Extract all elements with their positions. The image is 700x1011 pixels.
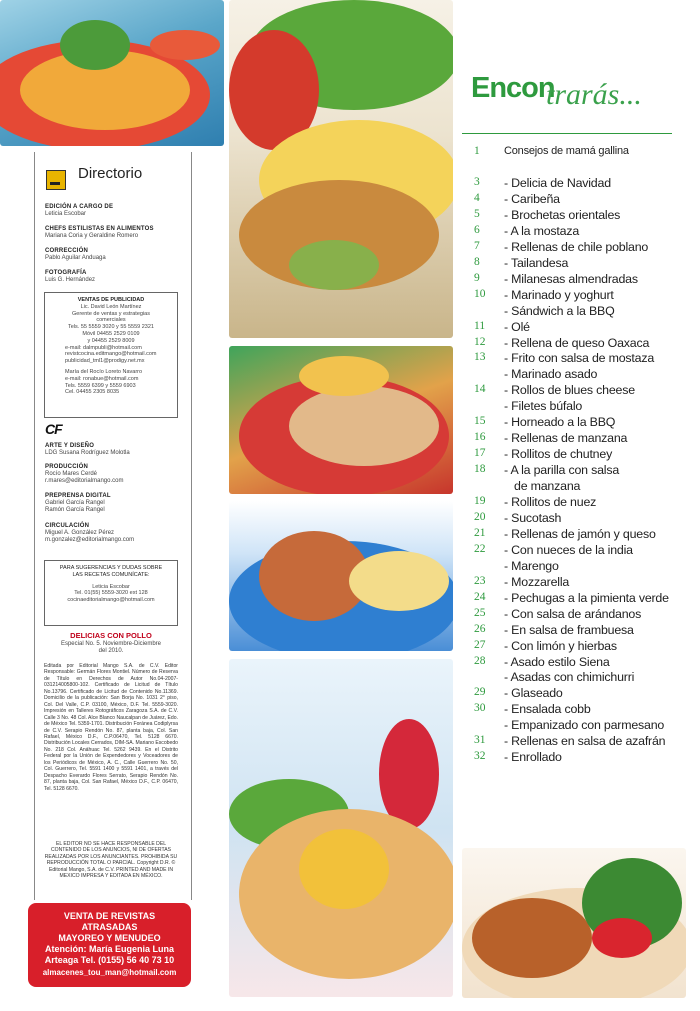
preprensa-title: PREPRENSA DIGITAL [45,493,111,499]
toc-page-number: 17 [474,447,486,460]
toc-recipe-label: - Sucotash [504,510,562,525]
toc-recipe-label: - Rellenas de chile poblano [504,239,649,254]
toc-page-number: 21 [474,526,486,539]
toc-recipe-label: - Milanesas almendradas [504,271,638,286]
toc-row[interactable] [474,591,694,606]
ventas-line: Tels. 5559 6399 y 5559 6903 [65,382,136,389]
toc-recipe-label: - Frito con salsa de mostaza [504,351,655,366]
toc-page-number: 7 [474,239,480,252]
toc-row[interactable] [474,272,694,287]
toc-row[interactable] [474,304,694,319]
toc-row[interactable] [474,320,694,335]
edicion-title: EDICIÓN A CARGO DE [45,204,114,210]
toc-recipe-label: - Rellenas en salsa de azafrán [504,734,666,749]
toc-recipe-label: - Glaseado [504,686,563,701]
toc-page-number: 30 [474,702,486,715]
toc-row[interactable] [474,734,694,749]
toc-recipe-label: - A la mostaza [504,223,580,238]
sugerencias-email[interactable]: cocinaeditorialmango@hotmail.com [67,597,155,604]
toc-row[interactable] [474,670,694,685]
toc-row[interactable] [474,718,694,733]
produccion-title: PRODUCCIÓN [45,464,89,470]
toc-page-number: 1 [474,145,480,157]
toc-recipe-label: - Mozzarella [504,574,570,589]
toc-recipe-label: - Con salsa de arándanos [504,606,642,621]
disclaimer-text: EL EDITOR NO SE HACE RESPONSABLE DEL CONTENIDO DE LOS ANUNCIOS, NI DE OFERTAS REALIZADAS POR LOS ANUNCIANTES. PROHIBIDA SU REPRODUCCIÓN TOTAL O PARCIAL. Copyright D.R. © Editorial Mango, S.A. de C.V. PRINTED AND MADE IN MEXICO IMPRESA Y EDITADA EN MÉXICO. [44,841,178,880]
toc-page-number: 14 [474,383,486,396]
photo-chicken-salad-plate [0,0,224,146]
toc-title-part2: trarás... [546,78,642,111]
toc-row[interactable] [474,447,694,462]
toc-row[interactable] [474,240,694,255]
toc-row[interactable] [474,192,694,207]
toc-page-number: 23 [474,574,486,587]
toc-page-number: 24 [474,590,486,603]
toc-row[interactable] [474,367,694,382]
toc-row[interactable] [474,543,694,558]
publication-title: DELICIAS CON POLLO [70,631,152,640]
ventas-line: Cel. 04455 2305 8035 [65,389,120,396]
toc-row[interactable] [474,176,694,191]
sugerencias-line: Leticia Escobar [92,583,130,590]
ventas-box [44,292,178,418]
toc-recipe-label: - Sándwich a la BBQ [504,303,615,318]
toc-recipe-label: - Olé [504,319,530,334]
toc-row[interactable] [474,750,694,765]
corn-salsa-shape [299,829,389,909]
mango-logo-icon [46,170,66,190]
toc-row[interactable] [474,623,694,638]
toc-page-number: 9 [474,271,480,284]
chips-shape [299,356,389,396]
toc-recipe-label: - Ensalada cobb [504,702,591,717]
photo-chicken-rolls [229,346,453,494]
sugerencias-line: PARA SUGERENCIAS Y DUDAS SOBRE [59,565,163,571]
correccion-name: Pablo Aguilar Anduaga [45,255,106,261]
toc-row[interactable] [474,479,694,494]
toc-page-number: 19 [474,495,486,507]
ventas-line: y 04455 2529 8009 [87,337,135,344]
toc-recipe-label: - En salsa de frambuesa [504,622,634,637]
back-issues-line: MAYOREO Y MENUDEO [58,933,161,943]
ventas-email[interactable]: e-mail: dalmpubli@hotmail.com [65,344,142,351]
glazed-chicken-shape [472,898,592,978]
publication-issue [44,641,178,655]
produccion-name: Rocío Mares Cerdé [45,471,98,477]
toc-page-number: 20 [474,510,486,523]
toc-divider [462,133,672,134]
legal-text: Editada por Editorial Mango S.A. de C.V. Editor Responsable: Germán Flores Montiel. Número de Reserva de Título en Derechos de Autor No.04-2007-031214005800-102. Certificado de Licitud de Título No.13796. Certificado de Licitud de Contenido No.11369. Domicilio de la publicación: San Borja No. 1031 2° piso, Col. Del Valle, C.P. 03100, México, D.F. Tel. 5559-3020. Impresión en Talleres Rotográficos Zaragoza S.A. de C.V. Calle 3 No. 48 Col. Alce Blanco Naucalpan de Juárez, Edo. de México Tel. 5359-1701. Distribución Foránea Codiplyrsa de C.V. Serapio Rendón No. 87, planta baja, Col. San Rafael, México D.F., C.P.06470, Tel. 5128 6670. Distribución Locales Cerrados, DIM-SA. Mariano Escobedo No. 218 Col. Anáhuac Tel. 5262 9439. En el Distrito Federal por la Unión de Expendedores y Voceadores de los Periódicos de México, A. C., Calle Guerrero No. 50, Col. Guerrero, Tel. 5591 1400 y 5591 1401, a través del Despacho Everardo Flores Serrato, Serapio Rendón No. 87, planta baja, Col. San Rafael, México D.F., C.P. 06470, Tel. 5128 6670. [44,663,178,792]
toc-recipe-label: - Tailandesa [504,255,569,270]
toc-row[interactable] [474,639,694,654]
produccion-email[interactable]: r.mares@editorialmango.com [45,478,124,484]
toc-recipe-label: - Con limón y hierbas [504,638,617,653]
toc-row[interactable] [474,702,694,717]
strawberry-shape [592,918,652,958]
toc-recipe-label: - Caribeña [504,191,560,206]
back-issues-line: ATRASADAS [81,922,138,932]
toc-page-number: 13 [474,351,486,364]
chefs-title: CHEFS ESTILISTAS EN ALIMENTOS [45,226,154,232]
publication-issue-line1: Especial No. 5. Noviembre-Diciembre [60,641,162,647]
toc-recipe-label: - A la parilla con salsa [504,463,620,478]
toc-page-number: 27 [474,638,486,651]
toc-page-number: 22 [474,542,486,555]
toc-row[interactable] [474,415,694,430]
toc-recipe-label: - Filetes búfalo [504,399,583,414]
toc-recipe-label: - Marengo [504,558,559,573]
circulacion-title: CIRCULACIÓN [45,523,90,529]
photo-glazed-chicken-strawberry [462,848,686,998]
toc-row[interactable] [474,463,694,478]
toc-row[interactable] [474,224,694,239]
toc-page-number: 11 [474,319,486,332]
fotografia-title: FOTOGRAFÍA [45,270,87,276]
toc-recipe-label: - Asado estilo Siena [504,654,610,669]
toc-row[interactable] [474,145,694,160]
toc-row[interactable] [474,208,694,223]
toc-page-number: 15 [474,415,486,428]
toc-row[interactable] [474,495,694,510]
toc-page-number: 5 [474,207,480,220]
chefs-names: Mariana Coria y Geraldine Romero [45,233,139,239]
photo-breaded-chicken [229,0,453,338]
toc-recipe-label: - Horneado a la BBQ [504,415,616,430]
ventas-email[interactable]: e-mail: ronabue@hotmail.com [65,375,139,382]
toc-recipe-label: - Marinado asado [504,367,598,382]
photo-chicken-mushrooms-pasta [229,501,453,651]
toc-row[interactable] [474,288,694,303]
toc-row[interactable] [474,607,694,622]
ventas-line: María del Rocío Loreto Navarro [65,368,143,375]
toc-recipe-label: de manzana [514,479,581,494]
toc-row[interactable] [474,256,694,271]
back-issues-line: VENTA DE REVISTAS [63,911,156,921]
photo-grilled-chicken-salsa [229,659,453,997]
toc-page-number: 10 [474,287,486,300]
toc-row[interactable] [474,351,694,366]
toc-recipe-label: - Delicia de Navidad [504,176,611,190]
toc-page-number: 26 [474,622,486,635]
fotografia-name: Luis G. Hernández [45,277,96,283]
toc-page-number: 28 [474,654,486,667]
toc-row[interactable] [474,686,694,701]
cf-logo: CF [45,421,62,437]
toc-page-number: 18 [474,463,486,476]
toc-page-number: 32 [474,750,486,763]
correccion-title: CORRECCIÓN [45,248,89,254]
toc-recipe-label: - Pechugas a la pimienta verde [504,590,669,605]
toc-recipe-label: - Rellenas de manzana [504,431,628,446]
toc-row[interactable] [474,575,694,590]
toc-page-number: 8 [474,255,480,268]
toc-page-number: 6 [474,223,480,236]
back-issues-line: Arteaga Tel. (0155) 56 40 73 10 [44,955,175,965]
toc-row[interactable] [474,527,694,542]
toc-recipe-label: - Asadas con chimichurri [504,670,635,685]
toc-row[interactable] [474,399,694,414]
circulacion-email[interactable]: m.gonzalez@editorialmango.com [45,537,135,543]
toc-row[interactable] [474,431,694,446]
sugerencias-box [44,560,178,626]
toc-page-number: 25 [474,606,486,619]
toc-recipe-label: - Brochetas orientales [504,207,621,222]
sugerencias-line: LAS RECETAS COMUNÍCATE: [72,571,150,578]
toc-title-part1: Encon [471,72,555,104]
preprensa-name: Ramón García Rangel [45,507,105,513]
preprensa-name: Gabriel García Rangel [45,500,105,506]
avocado-shape [289,240,379,290]
toc-recipe-label: - Con nueces de la india [504,542,633,557]
toc-row[interactable] [474,655,694,670]
toc-row[interactable] [474,383,694,398]
toc-recipe-label: - Rollitos de chutney [504,447,613,462]
arte-title: ARTE Y DISEÑO [45,443,95,449]
ventas-email[interactable]: revistcocina.editmango@hotmail.com [65,351,157,358]
toc-recipe-label: - Empanizado con parmesano [504,718,665,733]
chicken-rolls-shape [289,386,439,466]
toc-page-number: 29 [474,686,486,699]
lettuce-shape [60,20,130,70]
toc-recipe-label: - Marinado y yoghurt [504,287,614,302]
toc-recipe-label: - Rellenas de jamón y queso [504,526,656,541]
ventas-line: comerciales [96,317,126,324]
spaghetti-shape [349,551,449,611]
ventas-line: Lic. David León Martínez [80,303,142,310]
publication-issue-line2: del 2010. [98,648,124,654]
ventas-line: Móvil 04455 2529 0109 [82,330,140,337]
toc-row[interactable] [474,511,694,526]
back-issues-email[interactable]: almacenes_tou_man@hotmail.com [42,968,177,977]
ventas-email[interactable]: publicidad_tml1@prodigy.net.mx [65,358,145,365]
toc-row[interactable] [474,336,694,351]
directory-title: Directorio [78,165,143,182]
back-issues-box [28,903,191,987]
sugerencias-line: Tel. 01(55) 5559-3020 ext 128 [74,590,148,597]
arte-name: LDG Susana Rodríguez Molotla [45,450,130,456]
toc-recipe-label: - Rellena de queso Oaxaca [504,335,650,350]
toc-page-number: 3 [474,176,480,188]
toc-page-number: 31 [474,734,486,747]
santa-figure-shape [379,719,439,829]
ventas-line: Tels. 55 5559 3020 y 55 5559 2321 [68,324,154,331]
ventas-title: VENTAS DE PUBLICIDAD [77,297,145,303]
sauce-bowl-shape [150,30,220,60]
toc-page-number: 4 [474,191,480,204]
toc-recipe-label: - Rollos de blues cheese [504,383,635,398]
toc-recipe-label: - Rollitos de nuez [504,495,597,509]
toc-page-number: 12 [474,335,486,348]
toc-page-number: 16 [474,431,486,444]
ventas-line: Gerente de ventas y estrategias [72,310,150,317]
toc-recipe-label: - Enrollado [504,750,562,765]
circulacion-name: Miguel A. González Pérez [45,530,115,536]
toc-recipe-label: Consejos de mamá gallina [504,145,629,157]
back-issues-line: Atención: María Eugenia Luna [44,944,174,954]
edicion-name: Leticia Escobar [45,211,87,217]
toc-row[interactable] [474,559,694,574]
